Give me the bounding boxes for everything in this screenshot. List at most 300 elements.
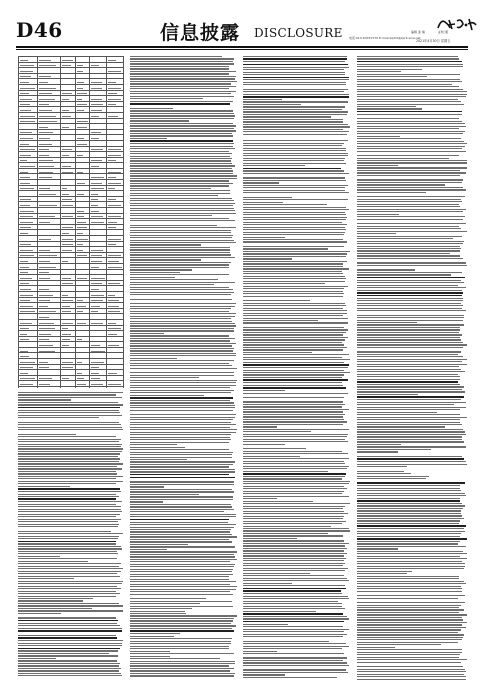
newspaper-logo-icon <box>436 16 478 34</box>
text-line <box>243 530 350 531</box>
text-line <box>357 320 463 321</box>
text-heading-line <box>243 168 341 170</box>
cell-text-stroke <box>91 295 104 296</box>
text-line <box>130 135 233 136</box>
text-line <box>357 644 441 645</box>
cell-text-stroke <box>39 378 52 379</box>
cell-text-stroke <box>20 93 29 94</box>
text-line <box>357 231 467 232</box>
cell-text-stroke <box>91 351 104 352</box>
text-line <box>357 170 460 171</box>
text-line <box>357 69 422 70</box>
text-line <box>357 187 463 188</box>
cell-text-stroke <box>108 177 115 178</box>
text-line <box>243 478 342 479</box>
text-line <box>130 471 235 472</box>
cell-text-stroke <box>108 261 119 262</box>
text-line <box>18 511 122 512</box>
text-line <box>18 576 120 577</box>
text-line <box>357 518 464 519</box>
cell-text-stroke <box>39 300 50 301</box>
text-line <box>130 195 218 196</box>
cell-text-stroke <box>62 339 70 340</box>
cell-text-stroke <box>39 138 50 139</box>
text-line <box>243 491 344 492</box>
text-line <box>243 493 342 494</box>
text-heading-line <box>357 61 462 63</box>
header-date: 2021年4月30日 星期五 <box>416 39 451 43</box>
cell-text-stroke <box>39 278 50 279</box>
text-line <box>243 570 345 571</box>
text-line <box>243 187 345 188</box>
cell-text-stroke <box>20 166 35 167</box>
text-line <box>243 483 349 484</box>
text-line <box>130 452 233 453</box>
cell-text-stroke <box>77 255 87 256</box>
text-line <box>243 291 343 292</box>
text-line <box>130 385 236 386</box>
cell-text-stroke <box>77 144 87 145</box>
cell-text-stroke <box>108 93 116 94</box>
cell-text-stroke <box>20 272 28 273</box>
text-line <box>130 274 229 275</box>
cell-text-stroke <box>108 300 119 301</box>
text-line <box>130 108 173 109</box>
text-line <box>357 351 461 352</box>
cell-text-stroke <box>91 261 102 262</box>
text-line <box>130 316 235 317</box>
text-line <box>357 101 461 102</box>
text-heading-line <box>130 630 234 632</box>
cell-text-stroke <box>39 317 49 318</box>
cell-text-stroke <box>91 188 104 189</box>
text-line <box>243 318 348 319</box>
text-line <box>243 501 313 502</box>
text-line <box>130 360 234 361</box>
text-line <box>130 130 236 131</box>
text-line <box>130 447 185 448</box>
text-line <box>243 601 338 602</box>
cell-text-stroke <box>77 233 84 234</box>
cell-text-stroke <box>108 255 120 256</box>
column-2-text <box>130 56 237 682</box>
text-line <box>243 283 325 284</box>
text-line <box>357 609 464 610</box>
text-line <box>357 334 462 335</box>
text-line <box>243 212 345 213</box>
text-line <box>357 449 431 450</box>
text-line <box>243 276 345 277</box>
cell-text-stroke <box>108 306 119 307</box>
text-line <box>357 158 449 159</box>
text-line <box>357 612 459 613</box>
text-line <box>130 299 232 300</box>
text-line <box>130 264 229 265</box>
text-line <box>243 347 347 348</box>
text-line <box>357 429 463 430</box>
text-line <box>243 550 344 551</box>
cell-text-stroke <box>91 149 102 150</box>
text-heading-line <box>18 620 118 622</box>
text-line <box>357 347 463 348</box>
cell-text-stroke <box>20 155 31 156</box>
text-line <box>18 548 122 549</box>
text-line <box>243 468 347 469</box>
text-line <box>243 511 344 512</box>
cell-text-stroke <box>20 211 34 212</box>
text-line <box>357 649 462 650</box>
text-line <box>357 605 461 606</box>
text-line <box>357 426 445 427</box>
text-line <box>357 258 463 259</box>
text-line <box>18 526 118 527</box>
text-line <box>130 165 235 166</box>
text-line <box>130 247 230 248</box>
text-heading-line <box>243 588 346 590</box>
text-line <box>357 298 463 299</box>
text-line <box>357 669 465 670</box>
text-line <box>243 232 345 233</box>
text-line <box>243 677 337 678</box>
text-line <box>243 429 349 430</box>
text-line <box>243 608 345 609</box>
text-line <box>130 218 229 219</box>
text-line <box>357 226 459 227</box>
text-line <box>130 321 232 322</box>
text-line <box>243 327 344 328</box>
text-line <box>130 188 211 189</box>
text-line <box>357 86 459 87</box>
text-line <box>130 254 231 255</box>
text-line <box>243 486 344 487</box>
cell-text-stroke <box>20 205 30 206</box>
cell-text-stroke <box>20 183 30 184</box>
text-line <box>357 327 460 328</box>
text-line <box>243 56 347 57</box>
text-line <box>130 58 234 59</box>
cell-text-stroke <box>108 373 116 374</box>
text-line <box>243 555 344 556</box>
text-line <box>18 675 122 676</box>
text-line <box>357 108 422 109</box>
text-line <box>243 657 347 658</box>
text-line <box>357 290 462 291</box>
text-line <box>243 535 343 536</box>
text-line <box>243 182 279 183</box>
text-line <box>243 354 349 355</box>
text-line <box>243 131 349 132</box>
text-line <box>18 583 122 584</box>
cell-text-stroke <box>39 172 53 173</box>
text-line <box>357 324 464 325</box>
data-table-block <box>18 56 124 388</box>
text-line <box>130 237 232 238</box>
text-line <box>130 355 236 356</box>
cell-text-stroke <box>77 378 84 379</box>
text-line <box>130 546 235 547</box>
text-line <box>130 81 237 82</box>
cell-text-stroke <box>91 199 98 200</box>
text-line <box>243 293 344 294</box>
text-heading-line <box>130 519 229 521</box>
text-line <box>357 634 464 635</box>
cell-text-stroke <box>20 110 31 111</box>
text-line <box>243 629 349 630</box>
text-line <box>18 660 117 661</box>
text-line <box>357 287 466 288</box>
text-line <box>130 417 235 418</box>
text-line <box>357 419 460 420</box>
text-line <box>243 79 349 80</box>
text-heading-line <box>130 477 235 479</box>
text-line <box>357 136 400 137</box>
cell-text-stroke <box>20 362 35 363</box>
text-line <box>243 434 348 435</box>
text-line <box>357 508 463 509</box>
text-line <box>130 269 192 270</box>
text-line <box>357 310 466 311</box>
cell-text-stroke <box>20 71 33 72</box>
text-line <box>130 101 233 102</box>
cell-text-stroke <box>91 138 98 139</box>
text-line <box>130 279 218 280</box>
text-line <box>130 380 237 381</box>
text-line <box>243 310 347 311</box>
text-line <box>18 439 121 440</box>
text-line <box>243 258 292 259</box>
text-line <box>243 665 349 666</box>
text-line <box>130 427 230 428</box>
text-heading-line <box>357 525 466 527</box>
text-line <box>130 584 230 585</box>
column-3-text <box>243 56 350 682</box>
cell-text-stroke <box>20 149 35 150</box>
text-line <box>130 377 199 378</box>
text-line <box>243 322 348 323</box>
text-line <box>357 476 429 477</box>
text-line <box>357 571 412 572</box>
text-line <box>18 494 116 495</box>
text-line <box>243 344 344 345</box>
cell-text-stroke <box>91 362 103 363</box>
cell-text-stroke <box>91 194 98 195</box>
text-line <box>357 566 465 567</box>
cell-text-stroke <box>108 328 121 329</box>
text-line <box>130 73 229 74</box>
cell-text-stroke <box>108 155 121 156</box>
text-line <box>18 531 111 532</box>
text-line <box>130 527 234 528</box>
text-line <box>357 282 464 283</box>
text-line <box>243 121 343 122</box>
text-line <box>130 501 163 502</box>
text-line <box>357 339 461 340</box>
text-line <box>243 222 342 223</box>
cell-text-stroke <box>77 104 87 105</box>
text-line <box>18 444 122 445</box>
text-line <box>130 444 177 445</box>
text-line <box>130 272 180 273</box>
cell-text-stroke <box>62 362 73 363</box>
cell-text-stroke <box>20 267 29 268</box>
text-line <box>243 382 342 383</box>
cell-text-stroke <box>91 267 98 268</box>
cell-text-stroke <box>91 289 98 290</box>
text-line <box>357 471 404 472</box>
text-line <box>130 603 200 604</box>
text-line <box>357 581 464 582</box>
cell-text-stroke <box>108 99 121 100</box>
text-line <box>130 170 233 171</box>
text-line <box>357 553 467 554</box>
text-line <box>130 613 186 614</box>
text-line <box>130 511 224 512</box>
text-line <box>243 421 347 422</box>
cell-text-stroke <box>77 384 87 385</box>
cell-text-stroke <box>108 323 116 324</box>
text-line <box>357 192 426 193</box>
section-title: 信息披露 <box>160 22 241 44</box>
masthead <box>16 12 468 46</box>
cell-text-stroke <box>91 88 102 89</box>
cell-text-stroke <box>20 278 32 279</box>
text-line <box>243 266 343 267</box>
text-line <box>357 96 466 97</box>
text-line <box>243 126 350 127</box>
text-line <box>130 564 235 565</box>
text-line <box>357 155 459 156</box>
text-line <box>243 278 346 279</box>
text-line <box>130 160 231 161</box>
text-line <box>357 123 465 124</box>
text-line <box>130 486 164 487</box>
cell-text-stroke <box>108 227 116 228</box>
text-heading-line <box>243 77 349 79</box>
text-line <box>357 451 398 452</box>
cell-text-stroke <box>62 155 69 156</box>
cell-text-stroke <box>20 199 31 200</box>
text-line <box>18 581 123 582</box>
text-line <box>130 586 237 587</box>
text-line <box>18 593 120 594</box>
cell-text-stroke <box>39 351 55 352</box>
text-line <box>130 407 235 408</box>
text-line <box>18 429 123 430</box>
text-line <box>357 619 463 620</box>
text-line <box>18 461 119 462</box>
text-line <box>243 419 344 420</box>
text-line <box>18 556 60 557</box>
cell-text-stroke <box>108 183 121 184</box>
text-heading-line <box>243 96 349 98</box>
text-line <box>357 344 467 345</box>
text-line <box>130 156 230 157</box>
cell-text-stroke <box>39 93 52 94</box>
text-heading-line <box>18 648 120 650</box>
text-line <box>243 424 343 425</box>
text-heading-line <box>130 397 233 399</box>
cell-text-stroke <box>62 199 72 200</box>
text-line <box>357 79 460 80</box>
cell-text-stroke <box>20 188 34 189</box>
text-line <box>357 300 463 301</box>
text-line <box>357 89 463 90</box>
cell-text-stroke <box>20 255 34 256</box>
cell-text-stroke <box>62 127 69 128</box>
text-line <box>357 342 463 343</box>
text-line <box>18 514 120 515</box>
text-line <box>357 253 450 254</box>
text-line <box>357 583 466 584</box>
text-line <box>243 372 350 373</box>
cell-text-stroke <box>77 172 83 173</box>
text-line <box>18 551 117 552</box>
cell-text-stroke <box>91 99 102 100</box>
text-line <box>357 354 458 355</box>
text-line <box>357 490 461 491</box>
text-line <box>357 654 460 655</box>
text-line <box>130 368 237 369</box>
text-line <box>130 522 228 523</box>
text-line <box>130 93 231 94</box>
text-line <box>130 536 237 537</box>
text-line <box>243 631 344 632</box>
text-line <box>357 513 461 514</box>
text-line <box>18 536 119 537</box>
cell-text-stroke <box>91 311 98 312</box>
text-line <box>130 200 234 201</box>
text-line <box>357 305 463 306</box>
text-line <box>357 556 460 557</box>
text-line <box>130 419 233 420</box>
logo-text: 证券日报 <box>438 31 449 34</box>
text-line <box>243 214 346 215</box>
text-line <box>130 594 233 595</box>
text-line <box>357 647 395 648</box>
text-line <box>357 66 463 67</box>
text-line <box>243 67 349 68</box>
text-line <box>357 356 463 357</box>
text-line <box>357 184 445 185</box>
text-line <box>357 657 459 658</box>
text-line <box>243 91 344 92</box>
text-heading-line <box>243 473 346 475</box>
text-line <box>357 376 460 377</box>
text-line <box>243 173 349 174</box>
text-line <box>357 106 416 107</box>
text-line <box>357 361 462 362</box>
text-line <box>130 524 236 525</box>
text-line <box>243 329 348 330</box>
text-line <box>130 516 236 517</box>
text-line <box>243 414 345 415</box>
text-line <box>357 265 467 266</box>
cell-text-stroke <box>91 160 102 161</box>
text-heading-line <box>357 500 460 502</box>
text-line <box>130 91 236 92</box>
text-line <box>130 190 230 191</box>
text-line <box>243 61 345 62</box>
text-line <box>357 488 460 489</box>
text-line <box>130 56 222 57</box>
text-line <box>18 571 121 572</box>
text-line <box>130 267 229 268</box>
text-line <box>18 434 76 435</box>
text-line <box>130 576 229 577</box>
cell-text-stroke <box>20 138 33 139</box>
text-line <box>357 248 461 249</box>
cell-text-stroke <box>77 222 86 223</box>
